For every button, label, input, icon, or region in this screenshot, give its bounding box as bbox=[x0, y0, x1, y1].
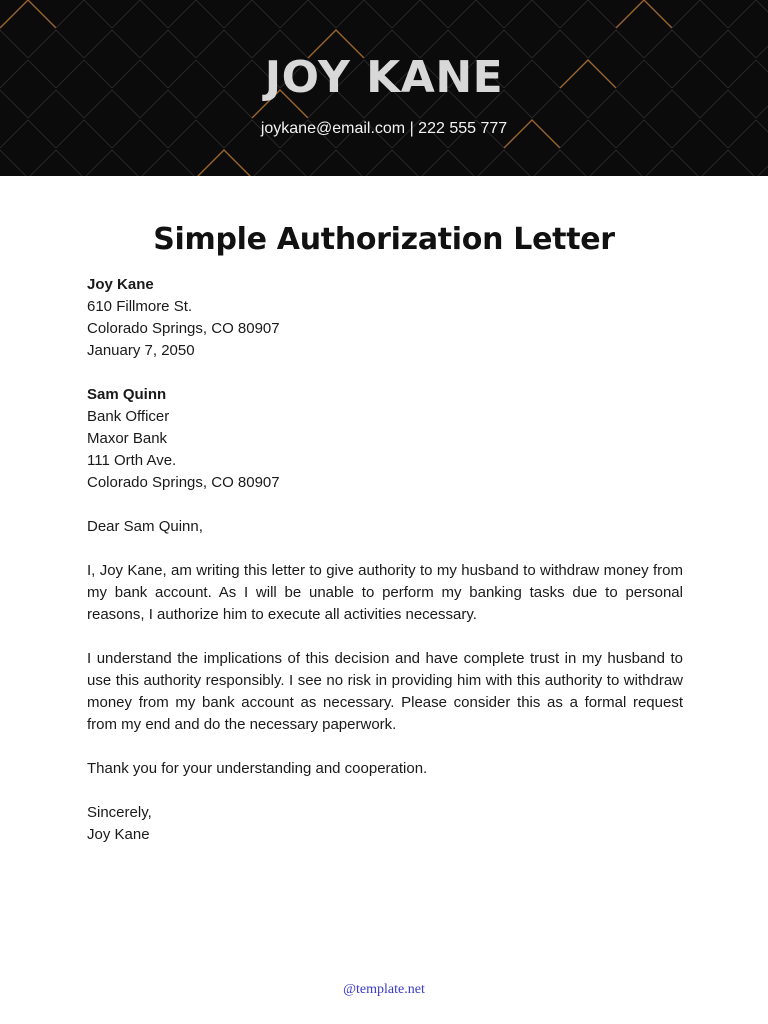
sender-city: Colorado Springs, CO 80907 bbox=[87, 320, 280, 337]
recipient-city: Colorado Springs, CO 80907 bbox=[87, 474, 280, 491]
pattern-chevron bbox=[728, 0, 768, 28]
salutation: Dear Sam Quinn, bbox=[87, 518, 203, 535]
letter-title: Simple Authorization Letter bbox=[153, 222, 615, 257]
pattern-chevron bbox=[140, 150, 196, 176]
pattern-chevron bbox=[420, 150, 476, 176]
pattern-chevron bbox=[0, 150, 28, 176]
paragraph-3: Thank you for your understanding and cooperation. bbox=[87, 760, 428, 777]
footer-watermark: @template.net bbox=[343, 982, 425, 997]
pattern-chevron bbox=[196, 150, 252, 176]
pattern-chevron bbox=[700, 150, 756, 176]
pattern-chevron bbox=[336, 0, 392, 28]
pattern-chevron bbox=[252, 150, 308, 176]
header-contact: joykane@email.com | 222 555 777 bbox=[260, 120, 508, 137]
sender-name: Joy Kane bbox=[87, 276, 154, 293]
pattern-chevron bbox=[560, 0, 616, 28]
pattern-chevron bbox=[504, 0, 560, 28]
pattern-chevron bbox=[84, 150, 140, 176]
pattern-chevron bbox=[112, 0, 168, 28]
pattern-chevron bbox=[672, 0, 728, 28]
letter-body bbox=[87, 274, 683, 846]
pattern-chevron bbox=[392, 0, 448, 28]
recipient-street: 111 Orth Ave. bbox=[87, 452, 177, 469]
pattern-chevron bbox=[588, 150, 644, 176]
pattern-chevron bbox=[644, 150, 700, 176]
pattern-chevron bbox=[224, 0, 280, 28]
pattern-chevron bbox=[0, 0, 56, 28]
pattern-chevron bbox=[364, 150, 420, 176]
pattern-chevron bbox=[448, 0, 504, 28]
letter-date: January 7, 2050 bbox=[87, 342, 195, 359]
pattern-chevron bbox=[28, 150, 84, 176]
pattern-chevron bbox=[308, 150, 364, 176]
sender-block bbox=[87, 274, 683, 362]
pattern-chevron bbox=[168, 0, 224, 28]
signature: Joy Kane bbox=[87, 826, 150, 843]
paragraph-2: I understand the implications of this decision and have complete trust in my husband to use this authority responsibly. I see no risk in providing him with this authority to withdraw money from my bank account as necessary. Please consider this as a formal request from my end and do the necessary paperwork. bbox=[87, 650, 683, 733]
closing: Sincerely, bbox=[87, 804, 152, 821]
pattern-chevron bbox=[756, 150, 768, 176]
header-name: JOY KANE bbox=[264, 52, 504, 103]
pattern-chevron bbox=[476, 150, 532, 176]
recipient-block bbox=[87, 384, 683, 494]
recipient-company: Maxor Bank bbox=[87, 430, 168, 447]
header-banner bbox=[0, 0, 768, 176]
sender-street: 610 Fillmore St. bbox=[87, 298, 193, 315]
pattern-chevron bbox=[56, 0, 112, 28]
pattern-chevron bbox=[280, 0, 336, 28]
pattern-chevron bbox=[532, 150, 588, 176]
paragraph-1: I, Joy Kane, am writing this letter to give authority to my husband to withdraw money from my bank account. As I will be unable to perform my banking tasks due to personal reasons, I authorize him to execute all activities necessary. bbox=[87, 562, 683, 623]
pattern-chevron bbox=[616, 0, 672, 28]
recipient-position: Bank Officer bbox=[87, 408, 170, 425]
recipient-name: Sam Quinn bbox=[87, 386, 167, 403]
